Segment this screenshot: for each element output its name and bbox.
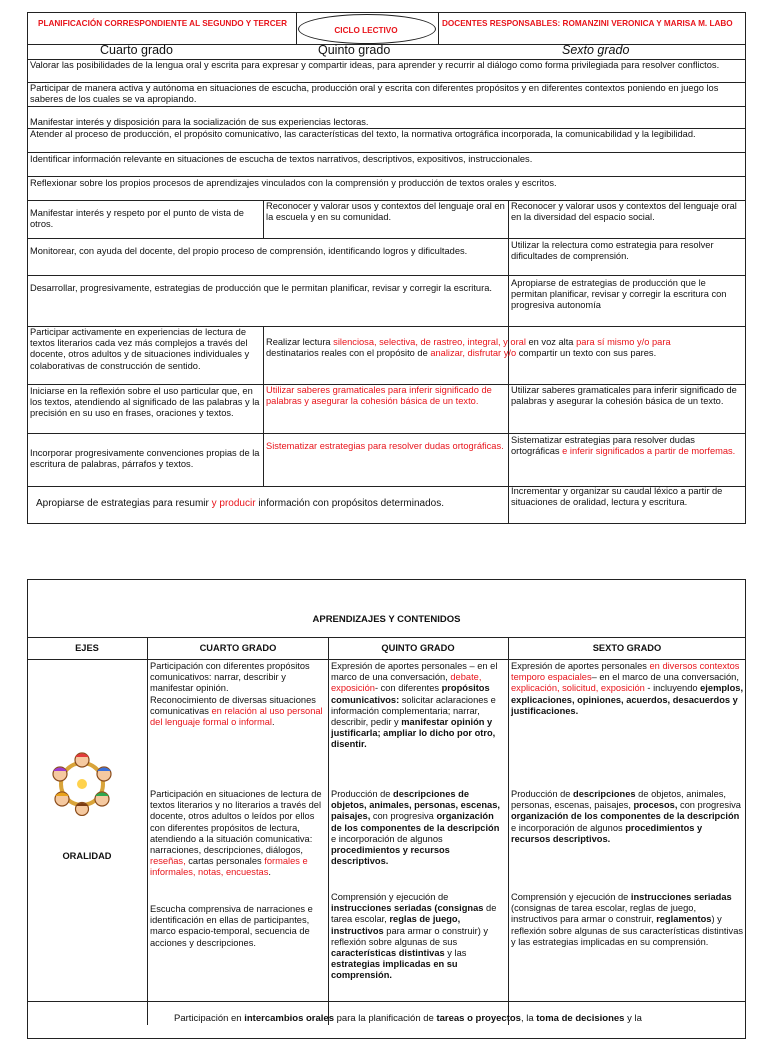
objective-row: Reflexionar sobre los propios procesos de aprendizajes vinculados con la comprensión y producción de textos orales y escritos. [30, 178, 557, 188]
text-span: Sistematizar estrategias para resolver dudas ortográficas [511, 435, 695, 457]
text-span: compartir un texto con sus pares. [516, 348, 657, 359]
objective-row: Identificar información relevante en situaciones de escucha de textos narrativos, descriptivos, expositivos, instruccionales. [30, 154, 533, 164]
sexto-p2 [511, 789, 744, 845]
text-span: ejemplos, explicaciones, opiniones, acuerdos, desacuerdos y justificaciones. [511, 683, 744, 716]
quinto-p2 [331, 789, 506, 867]
text-span: solicitar aclaraciones e información complementaria; narrar, describir, pedir y [331, 694, 496, 728]
divider [296, 12, 297, 44]
r7-cuarto-quinto [36, 498, 506, 509]
divider [27, 152, 746, 153]
text-span: Participación con diferentes propósitos comunicativos: narrar, describir y manifestar opinión. [150, 661, 310, 694]
divider [27, 1001, 746, 1002]
children-circle-icon [50, 752, 114, 816]
divider [27, 433, 746, 434]
eje-oralidad: ORALIDAD [62, 851, 112, 861]
contents-title: APRENDIZAJES Y CONTENIDOS [312, 614, 461, 625]
text-span: organización de los componentes de la descripción [511, 811, 740, 822]
divider [27, 659, 746, 660]
r5-sexto: Utilizar saberes gramaticales para inferir significado de palabras y asegurar la cohesión básica de un texto. [511, 385, 737, 407]
text-span: e inferir significados a partir de morfemas. [559, 446, 736, 457]
text-span: e incorporación de algunos [511, 822, 626, 833]
text-span: instrucciones seriadas [630, 892, 732, 902]
text-span: de objetos, animales, personas, escenas, paisajes, [511, 789, 727, 811]
text-span: y las [444, 948, 467, 959]
text-span: descripciones de objetos, animales, personas, escenas, paisajes, [331, 789, 500, 822]
text-span: de tarea escolar, [331, 903, 497, 925]
divider [328, 637, 329, 1025]
text-span: Participación en [174, 1013, 245, 1024]
text-span: Producción de [331, 789, 394, 799]
text-span: para armar o construir) y reflexión sobre algunas de sus [331, 925, 489, 947]
grade-sexto: Sexto grado [562, 43, 630, 57]
divider [27, 275, 746, 276]
teachers-label: DOCENTES RESPONSABLES: ROMANZINI VERONICA Y MARISA M. LABO [442, 19, 733, 28]
r5-quinto: Utilizar saberes gramaticales para inferir significado de palabras y asegurar la cohesión básica de un texto. [266, 385, 492, 407]
r3-sexto: Apropiarse de estrategias de producción que le permitan planificar, revisar y corregir la escritura con progresiva autonomía [511, 278, 727, 311]
text-span: reglamentos [656, 914, 712, 925]
objective-row: Manifestar interés y disposición para la socialización de sus experiencias lectoras. [30, 117, 369, 127]
text-span: Producción de [511, 789, 574, 799]
objective-row: Participar de manera activa y autónoma en situaciones de escucha, producción oral y escrita con diferentes propósitos y en diferentes contextos poniendo en juego los saberes de los cuales se va apropiando. [30, 83, 719, 105]
text-span: con progresiva [677, 800, 741, 811]
text-span: intercambios orales [244, 1013, 334, 1024]
objective-row: Atender al proceso de producción, el propósito comunicativo, las características del texto, la normativa ortográfica incorporada, la comunicabilidad y la legibilidad. [30, 129, 696, 139]
r1-cuarto: Manifestar interés y respeto por el punto de vista de otros. [30, 208, 244, 230]
text-span: . [271, 717, 275, 728]
cuarto-p2 [150, 789, 326, 879]
text-span: Realizar lectura [266, 337, 334, 347]
text-span: reseñas, [150, 856, 186, 867]
text-span: con progresiva [370, 811, 437, 822]
header-ejes: EJES [75, 643, 99, 653]
divider [263, 326, 264, 486]
text-span: silenciosa, selectiva, de rastreo, integral, y oral [333, 337, 526, 347]
text-span: . [268, 867, 271, 878]
divider [27, 637, 746, 638]
text-span: en voz alta [525, 337, 577, 347]
r6-quinto: Sistematizar estrategias para resolver dudas ortográficas. [266, 441, 504, 451]
r1-quinto: Reconocer y valorar usos y contextos del lenguaje oral en la escuela y en su comunidad. [266, 201, 505, 223]
text-span: y producir [211, 498, 256, 509]
text-span: tareas o proyectos [436, 1013, 521, 1024]
sexto-p1 [511, 661, 744, 717]
text-span: - incluyendo [644, 683, 701, 694]
text-span: Apropiarse de estrategias para resumir [36, 498, 212, 509]
header-quinto: QUINTO GRADO [381, 643, 455, 653]
text-span: en relación al uso personal del lenguaje formal o informal [150, 705, 323, 728]
text-span: - con diferentes [374, 683, 442, 694]
text-span: cartas personales [185, 856, 265, 867]
objective-row: Valorar las posibilidades de la lengua oral y escrita para expresar y compartir ideas, para aprender y recurrir al diálogo como forma privilegiada para resolver conflictos. [30, 60, 720, 70]
text-span: procedimientos y recursos descriptivos. [331, 845, 450, 867]
r2-sexto: Utilizar la relectura como estrategia para resolver dificultades de comprensión. [511, 240, 714, 262]
r3-cuarto-quinto: Desarrollar, progresivamente, estrategias de producción que le permitan planificar, revisar y corregir la escritura. [30, 283, 492, 293]
text-span: toma de decisiones [536, 1013, 625, 1024]
text-span: debate, exposición [331, 672, 482, 694]
text-span: características distintivas [331, 948, 445, 959]
header-sexto: SEXTO GRADO [592, 643, 662, 653]
text-span: y la [624, 1013, 642, 1024]
text-span: organización de los componentes de la descripción [331, 811, 500, 833]
text-span: Comprensión y ejecución de [331, 892, 449, 902]
footer-row [174, 1013, 744, 1024]
quinto-p3 [331, 892, 506, 982]
grade-cuarto: Cuarto grado [100, 43, 173, 57]
r6-cuarto: Incorporar progresivamente convenciones propias de la escritura de palabras, párrafos y textos. [30, 448, 260, 470]
text-span: manifestar opinión y justificarla; ampliar lo dicho por otro, disentir. [331, 717, 496, 750]
divider [508, 486, 509, 524]
text-span: destinatarios reales con el propósito de [266, 348, 431, 359]
text-span: , la [520, 1013, 537, 1024]
text-span: en diversos contextos temporo espaciales [511, 661, 740, 683]
r2-cuarto-quinto: Monitorear, con ayuda del docente, del propio proceso de comprensión, identificando logros y dificultades. [30, 246, 468, 256]
divider [508, 637, 509, 1025]
cuarto-p3: Escucha comprensiva de narraciones e identificación en ellas de participantes, marco espacio-temporal, secuencia de acciones y descripciones. [150, 904, 313, 948]
quinto-p1 [331, 661, 506, 751]
text-span: – en el marco de una conversación, [591, 672, 739, 683]
text-span: procedimientos y recursos descriptivos. [511, 822, 703, 844]
text-span: descripciones [573, 789, 636, 799]
divider [27, 176, 746, 177]
text-span: procesos, [633, 800, 678, 811]
text-span: ) y reflexión sobre algunas de sus características distintivas y las estrategias implicadas en su comprensión. [511, 914, 744, 947]
r5-cuarto: Iniciarse en la reflexión sobre el uso particular que, en los textos, atendiendo al significado de las palabras y la precisión en su uso en frases, oraciones y textos. [30, 386, 260, 419]
text-span: propósitos comunicativos: [331, 683, 490, 705]
r7-sexto: Incrementar y organizar su caudal léxico a partir de situaciones de oralidad, lectura y escritura. [511, 486, 723, 508]
text-span: Reconocimiento de diversas situaciones comunicativas [150, 694, 316, 716]
text-span: Expresión de aportes personales – en el marco de una conversación, [331, 661, 498, 683]
children-circle-illustration [50, 752, 114, 816]
r1-sexto: Reconocer y valorar usos y contextos del lenguaje oral en la diversidad del espacio social. [511, 201, 737, 223]
text-span: estrategias implicadas en su comprensión. [331, 959, 458, 981]
text-span: Participación en situaciones de lectura de textos literarios y no literarios a través del docente, otros adultos o leídos por ellos con diferentes propósitos de lectura, atendiendo a la situación comunicativa: narraciones, descripciones, diálogos, [150, 789, 322, 856]
text-span: (consignas de tarea escolar, reglas de juego, instructivos para armar o construir, [511, 903, 697, 925]
planning-title: PLANIFICACIÓN CORRESPONDIENTE AL SEGUNDO Y TERCER [38, 19, 287, 28]
header-cuarto: CUARTO GRADO [199, 643, 277, 653]
divider [438, 12, 439, 44]
r4-cuarto: Participar activamente en experiencias de lectura de textos literarios cada vez más complejos a través del docente, otros adultos y de situaciones individuales y colaborativas de construcción de sentido. [30, 327, 250, 371]
divider [147, 637, 148, 1025]
cuarto-p1 [150, 661, 326, 728]
divider [27, 106, 746, 107]
cycle-label: CICLO LECTIVO [334, 26, 398, 35]
text-span: e incorporación de algunos [331, 833, 443, 844]
text-span: información con propósitos determinados. [255, 498, 444, 509]
r6-sexto [511, 435, 744, 457]
text-span: para sí mismo y/o para [576, 337, 671, 347]
text-span: explicación, solicitud, exposición [511, 683, 645, 694]
r4-quinto-sexto [266, 337, 742, 359]
divider [27, 238, 746, 239]
text-span: analizar, disfrutar y/o [430, 348, 517, 359]
text-span: formales e informales, notas, encuestas [150, 856, 308, 878]
text-span: instrucciones seriadas (consignas [331, 903, 484, 914]
text-span: para la planificación de [334, 1013, 437, 1024]
sexto-p3 [511, 892, 744, 948]
text-span: Expresión de aportes personales [511, 661, 650, 671]
divider [263, 200, 264, 238]
text-span: Comprensión y ejecución de [511, 892, 631, 902]
text-span: reglas de juego, instructivos [331, 914, 461, 936]
grade-quinto: Quinto grado [318, 43, 391, 57]
